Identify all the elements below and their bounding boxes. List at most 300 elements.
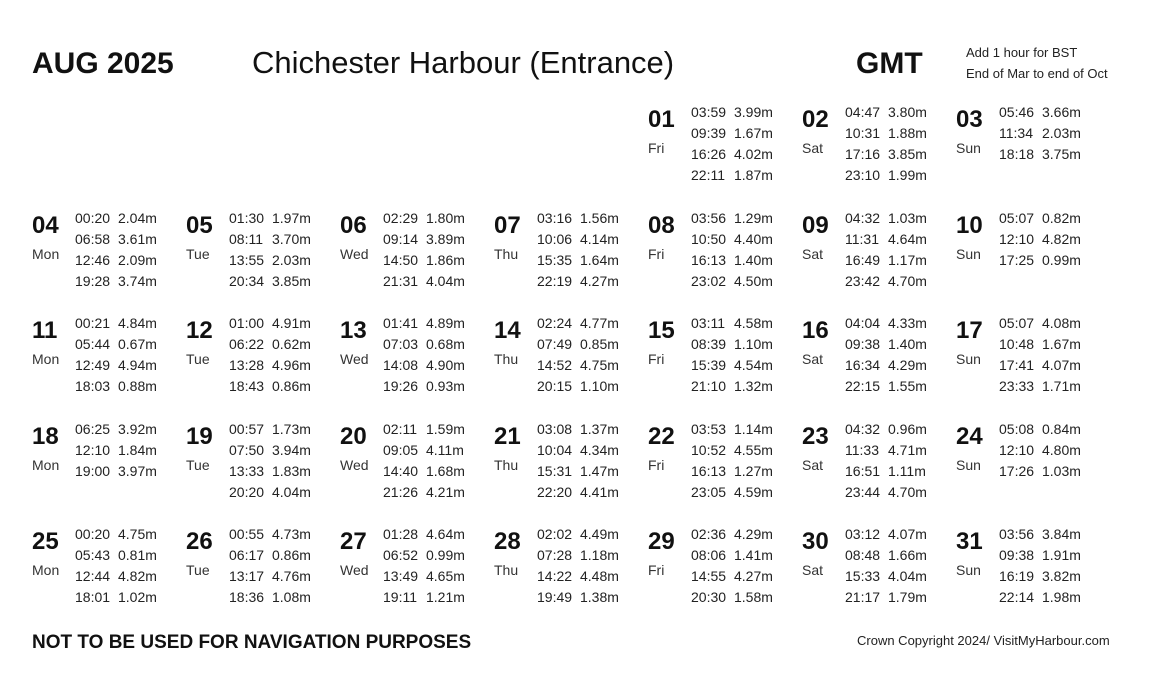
- tide-height: 1.66m: [888, 547, 927, 563]
- tide-height: 0.99m: [426, 547, 465, 563]
- tide-entry: [537, 482, 619, 503]
- tide-height: 3.99m: [734, 104, 773, 120]
- tide-time: 14:55: [691, 568, 727, 584]
- tide-time: 22:15: [845, 378, 881, 394]
- tide-entry: [999, 376, 1081, 397]
- tide-time: 13:17: [229, 568, 265, 584]
- tide-height: 1.83m: [272, 462, 311, 479]
- tide-time: 17:26: [999, 462, 1035, 479]
- tide-entry: [845, 376, 927, 397]
- tide-entry: [845, 313, 927, 334]
- tide-time: 16:49: [845, 251, 881, 268]
- tide-time: 05:43: [75, 547, 111, 563]
- tide-height: 1.88m: [888, 125, 927, 141]
- tide-time: 00:55: [229, 526, 265, 542]
- tide-entry: [229, 355, 311, 376]
- tide-height: 1.86m: [426, 251, 465, 268]
- tide-height: 4.27m: [580, 272, 619, 289]
- tide-height: 0.93m: [426, 378, 465, 394]
- tide-entry: [383, 229, 465, 250]
- tide-entry: [691, 355, 773, 376]
- tide-entry: [999, 355, 1081, 376]
- day-of-week: Thu: [494, 245, 519, 262]
- tide-entry: [537, 271, 619, 292]
- day-number: 20: [340, 422, 367, 450]
- tide-time: 12:44: [75, 568, 111, 584]
- tide-time: 10:48: [999, 336, 1035, 352]
- tide-height: 1.84m: [118, 441, 157, 458]
- tide-time: 08:06: [691, 547, 727, 563]
- tide-time: 11:33: [845, 441, 879, 458]
- tide-time: 07:49: [537, 336, 573, 352]
- tide-entry: [75, 524, 157, 545]
- tide-height: 2.03m: [272, 251, 311, 268]
- tide-time: 21:31: [383, 272, 419, 289]
- tide-time: 22:19: [537, 272, 573, 289]
- tide-list: [845, 102, 927, 186]
- tide-time: 23:02: [691, 272, 727, 289]
- tide-time: 03:08: [537, 420, 573, 437]
- tide-entry: [229, 229, 311, 250]
- tide-entry: [999, 144, 1081, 165]
- tide-time: 16:34: [845, 357, 881, 373]
- tide-height: 1.99m: [888, 167, 927, 183]
- tide-entry: [75, 313, 157, 334]
- day-number: 02: [802, 106, 829, 133]
- tide-entry: [845, 419, 927, 440]
- tide-time: 10:04: [537, 441, 573, 458]
- tide-height: 1.68m: [426, 462, 465, 479]
- tide-time: 17:41: [999, 357, 1035, 373]
- tide-height: 1.87m: [734, 167, 773, 183]
- day-number: 17: [956, 317, 983, 344]
- tide-time: 08:39: [691, 336, 727, 352]
- day-number: 10: [956, 211, 983, 239]
- tide-entry: [229, 461, 311, 482]
- tide-entry: [229, 208, 311, 229]
- tide-entry: [537, 229, 619, 250]
- tide-entry: [383, 440, 465, 461]
- tide-height: 1.11m: [888, 462, 926, 479]
- tide-height: 4.27m: [734, 568, 773, 584]
- tide-height: 4.91m: [272, 315, 311, 331]
- tide-entry: [691, 334, 773, 355]
- day-of-week: Tue: [186, 351, 210, 367]
- tide-entry: [75, 461, 157, 482]
- tide-height: 1.03m: [1042, 462, 1081, 479]
- tide-entry: [845, 566, 927, 587]
- tide-entry: [845, 165, 927, 186]
- tide-time: 07:28: [537, 547, 573, 563]
- tide-time: 18:18: [999, 146, 1035, 162]
- tide-time: 06:17: [229, 547, 265, 563]
- tide-entry: [537, 545, 619, 566]
- tide-height: 4.50m: [734, 272, 773, 289]
- tide-time: 03:56: [691, 209, 727, 226]
- tide-entry: [999, 250, 1081, 271]
- tide-entry: [383, 587, 465, 608]
- tide-entry: [691, 208, 773, 229]
- tide-time: 05:46: [999, 104, 1035, 120]
- day-of-week: Sat: [802, 456, 824, 473]
- tide-time: 19:28: [75, 272, 111, 289]
- tide-height: 4.08m: [1042, 315, 1081, 331]
- day-cell: [648, 102, 798, 192]
- month-heading: AUG 2025: [32, 47, 174, 80]
- day-number: 25: [32, 528, 59, 555]
- tide-time: 09:05: [383, 441, 419, 458]
- tide-list: [75, 419, 157, 482]
- tide-time: 16:13: [691, 462, 727, 479]
- tide-entry: [845, 440, 927, 461]
- tide-time: 15:39: [691, 357, 727, 373]
- day-cell: [32, 208, 182, 298]
- tide-entry: [845, 334, 927, 355]
- tide-height: 1.64m: [580, 251, 619, 268]
- tide-entry: [383, 355, 465, 376]
- tide-height: 4.33m: [888, 315, 927, 331]
- tide-entry: [537, 419, 619, 440]
- tide-time: 20:15: [537, 378, 573, 394]
- tide-entry: [383, 313, 465, 334]
- tide-height: 1.03m: [888, 209, 927, 226]
- day-of-week: Sun: [956, 351, 981, 367]
- tide-time: 10:52: [691, 441, 727, 458]
- tide-entry: [383, 334, 465, 355]
- tide-height: 1.21m: [426, 589, 465, 605]
- tide-time: 21:17: [845, 589, 881, 605]
- tide-entry: [537, 524, 619, 545]
- tide-time: 02:11: [383, 420, 417, 437]
- tide-list: [845, 208, 927, 292]
- tide-time: 06:22: [229, 336, 265, 352]
- tide-time: 12:10: [75, 441, 111, 458]
- tide-entry: [691, 419, 773, 440]
- tide-entry: [691, 440, 773, 461]
- tide-entry: [999, 313, 1081, 334]
- tide-list: [691, 102, 773, 186]
- day-of-week: Thu: [494, 562, 519, 578]
- tide-time: 23:10: [845, 167, 881, 183]
- tide-list: [691, 313, 773, 397]
- tide-entry: [845, 587, 927, 608]
- day-cell: [648, 208, 798, 298]
- tide-height: 4.80m: [1042, 441, 1081, 458]
- tide-height: 1.91m: [1042, 547, 1081, 563]
- tide-entry: [383, 566, 465, 587]
- day-of-week: Fri: [648, 140, 665, 156]
- tide-height: 3.94m: [272, 441, 311, 458]
- tide-height: 1.29m: [734, 209, 773, 226]
- location-title: Chichester Harbour (Entrance): [252, 45, 675, 80]
- tide-entry: [75, 376, 157, 397]
- day-of-week: Mon: [32, 456, 60, 473]
- tide-time: 13:49: [383, 568, 419, 584]
- tide-height: 3.75m: [1042, 146, 1081, 162]
- day-of-week: Sun: [956, 245, 981, 262]
- tide-entry: [691, 376, 773, 397]
- day-number: 09: [802, 211, 829, 239]
- tide-height: 4.02m: [734, 146, 773, 162]
- tide-entry: [845, 229, 927, 250]
- tide-entry: [229, 376, 311, 397]
- day-number: 05: [186, 211, 213, 239]
- tide-time: 23:42: [845, 272, 881, 289]
- day-cell: [956, 419, 1106, 509]
- tide-height: 4.49m: [580, 526, 619, 542]
- day-of-week: Sat: [802, 140, 824, 156]
- tide-entry: [229, 440, 311, 461]
- tide-height: 1.40m: [888, 336, 927, 352]
- day-of-week: Thu: [494, 351, 519, 367]
- tide-entry: [383, 545, 465, 566]
- tide-height: 1.80m: [426, 209, 465, 226]
- tide-entry: [383, 250, 465, 271]
- tide-list: [691, 208, 773, 292]
- tide-list: [537, 419, 619, 503]
- tide-time: 00:20: [75, 209, 111, 226]
- day-cell: [340, 419, 490, 509]
- day-number: 27: [340, 528, 367, 555]
- tide-list: [383, 208, 465, 292]
- tide-list: [229, 524, 311, 608]
- tide-list: [999, 102, 1081, 165]
- tide-entry: [75, 545, 157, 566]
- tide-entry: [75, 587, 157, 608]
- day-cell: [802, 313, 952, 403]
- tide-time: 13:33: [229, 462, 265, 479]
- tide-height: 0.67m: [118, 336, 157, 352]
- day-of-week: Sat: [802, 245, 824, 262]
- tide-height: 1.27m: [734, 462, 773, 479]
- tide-time: 11:31: [845, 230, 879, 247]
- tide-entry: [845, 545, 927, 566]
- tide-height: 4.96m: [272, 357, 311, 373]
- tide-list: [999, 208, 1081, 271]
- tide-height: 4.75m: [580, 357, 619, 373]
- tide-time: 15:35: [537, 251, 573, 268]
- tide-time: 16:51: [845, 462, 881, 479]
- tide-list: [537, 313, 619, 397]
- bst-note: Add 1 hour for BST: [966, 45, 1078, 60]
- tide-height: 0.86m: [272, 378, 311, 394]
- tide-time: 03:59: [691, 104, 727, 120]
- tide-entry: [383, 482, 465, 503]
- tide-entry: [845, 123, 927, 144]
- day-cell: [186, 524, 336, 614]
- day-number: 03: [956, 106, 983, 133]
- tide-time: 20:30: [691, 589, 727, 605]
- tide-entry: [75, 355, 157, 376]
- tide-time: 14:08: [383, 357, 419, 373]
- tide-time: 00:20: [75, 526, 111, 542]
- tide-entry: [75, 334, 157, 355]
- tide-time: 03:12: [845, 526, 881, 542]
- day-number: 04: [32, 211, 59, 239]
- tide-height: 0.88m: [118, 378, 157, 394]
- tide-time: 09:38: [845, 336, 881, 352]
- tide-height: 3.74m: [118, 272, 157, 289]
- tide-entry: [691, 587, 773, 608]
- tide-list: [75, 208, 157, 292]
- tide-time: 22:14: [999, 589, 1035, 605]
- tide-time: 02:36: [691, 526, 727, 542]
- tide-entry: [691, 524, 773, 545]
- tide-entry: [229, 419, 311, 440]
- tide-list: [537, 524, 619, 608]
- tide-list: [537, 208, 619, 292]
- tide-time: 18:36: [229, 589, 265, 605]
- day-cell: [956, 102, 1106, 192]
- tide-height: 4.75m: [118, 526, 157, 542]
- tide-entry: [537, 250, 619, 271]
- tide-height: 4.82m: [118, 568, 157, 584]
- day-cell: [802, 208, 952, 298]
- tide-entry: [999, 524, 1081, 545]
- tide-height: 1.40m: [734, 251, 773, 268]
- tide-height: 4.71m: [888, 441, 927, 458]
- day-number: 01: [648, 106, 675, 133]
- day-number: 18: [32, 422, 59, 450]
- tide-time: 01:41: [383, 315, 419, 331]
- day-number: 08: [648, 211, 675, 239]
- tide-time: 17:16: [845, 146, 881, 162]
- tide-time: 01:00: [229, 315, 265, 331]
- tide-time: 12:46: [75, 251, 111, 268]
- day-of-week: Wed: [340, 562, 369, 578]
- tide-time: 00:21: [75, 315, 111, 331]
- tide-entry: [845, 102, 927, 123]
- tide-height: 1.18m: [580, 547, 619, 563]
- day-cell: [494, 419, 644, 509]
- tide-entry: [229, 482, 311, 503]
- tide-time: 05:44: [75, 336, 111, 352]
- day-cell: [340, 208, 490, 298]
- tide-height: 4.82m: [1042, 230, 1081, 247]
- tide-time: 05:07: [999, 209, 1035, 226]
- tide-time: 09:38: [999, 547, 1035, 563]
- tide-time: 02:24: [537, 315, 573, 331]
- tide-height: 3.85m: [272, 272, 311, 289]
- day-number: 28: [494, 528, 521, 555]
- tide-height: 4.55m: [734, 441, 773, 458]
- tide-height: 3.89m: [426, 230, 465, 247]
- tide-height: 0.81m: [118, 547, 157, 563]
- tide-entry: [75, 208, 157, 229]
- tide-height: 4.76m: [272, 568, 311, 584]
- tide-time: 07:03: [383, 336, 419, 352]
- tide-entry: [537, 313, 619, 334]
- tide-height: 0.84m: [1042, 420, 1081, 437]
- tide-entry: [845, 271, 927, 292]
- tide-entry: [691, 102, 773, 123]
- tide-list: [75, 313, 157, 397]
- tide-height: 4.54m: [734, 357, 773, 373]
- tide-entry: [691, 482, 773, 503]
- tide-time: 03:11: [691, 315, 725, 331]
- tide-height: 1.55m: [888, 378, 927, 394]
- day-number: 31: [956, 528, 983, 555]
- tide-entry: [229, 313, 311, 334]
- tide-height: 1.10m: [734, 336, 773, 352]
- tide-list: [845, 524, 927, 608]
- tide-time: 01:28: [383, 526, 419, 542]
- tide-height: 1.79m: [888, 589, 927, 605]
- tide-entry: [383, 524, 465, 545]
- tide-entry: [845, 144, 927, 165]
- tide-height: 1.14m: [734, 420, 773, 437]
- tide-height: 3.70m: [272, 230, 311, 247]
- tide-entry: [691, 250, 773, 271]
- tide-height: 3.66m: [1042, 104, 1081, 120]
- day-of-week: Sat: [802, 351, 824, 367]
- day-number: 12: [186, 317, 213, 344]
- day-number: 11: [32, 317, 58, 344]
- tide-time: 15:31: [537, 462, 573, 479]
- day-cell: [494, 208, 644, 298]
- tide-height: 4.41m: [580, 483, 619, 500]
- tide-time: 01:30: [229, 209, 265, 226]
- day-number: 21: [494, 422, 521, 450]
- tide-height: 4.70m: [888, 483, 927, 500]
- tide-time: 14:40: [383, 462, 419, 479]
- tide-height: 4.48m: [580, 568, 619, 584]
- tide-entry: [691, 165, 773, 186]
- tide-time: 06:52: [383, 547, 419, 563]
- tide-time: 09:14: [383, 230, 419, 247]
- tide-entry: [691, 461, 773, 482]
- tide-list: [383, 313, 465, 397]
- tide-time: 18:43: [229, 378, 265, 394]
- tide-list: [383, 419, 465, 503]
- tide-entry: [537, 355, 619, 376]
- tide-height: 4.40m: [734, 230, 773, 247]
- tide-height: 2.04m: [118, 209, 157, 226]
- day-cell: [186, 208, 336, 298]
- tide-entry: [845, 355, 927, 376]
- tide-entry: [75, 566, 157, 587]
- tide-height: 3.80m: [888, 104, 927, 120]
- day-number: 30: [802, 528, 829, 555]
- tide-list: [845, 419, 927, 503]
- tide-entry: [229, 566, 311, 587]
- tide-height: 1.37m: [580, 420, 619, 437]
- tide-height: 4.64m: [888, 230, 927, 247]
- tide-height: 4.90m: [426, 357, 465, 373]
- day-cell: [956, 313, 1106, 403]
- tide-list: [691, 524, 773, 608]
- tide-entry: [537, 587, 619, 608]
- day-of-week: Sun: [956, 456, 981, 473]
- tide-height: 4.07m: [888, 526, 927, 542]
- tide-height: 3.61m: [118, 230, 157, 247]
- tide-time: 08:48: [845, 547, 881, 563]
- day-cell: [340, 524, 490, 614]
- tide-list: [999, 524, 1081, 608]
- bst-period-note: End of Mar to end of Oct: [966, 66, 1108, 81]
- tide-height: 4.59m: [734, 483, 773, 500]
- tide-height: 0.82m: [1042, 209, 1081, 226]
- tide-time: 14:22: [537, 568, 573, 584]
- tide-time: 15:33: [845, 568, 881, 584]
- day-of-week: Wed: [340, 456, 369, 473]
- day-of-week: Fri: [648, 351, 665, 367]
- tide-time: 16:26: [691, 146, 727, 162]
- tide-time: 02:02: [537, 526, 573, 542]
- day-of-week: Sun: [956, 562, 981, 578]
- day-number: 14: [494, 317, 521, 344]
- tide-height: 0.85m: [580, 336, 619, 352]
